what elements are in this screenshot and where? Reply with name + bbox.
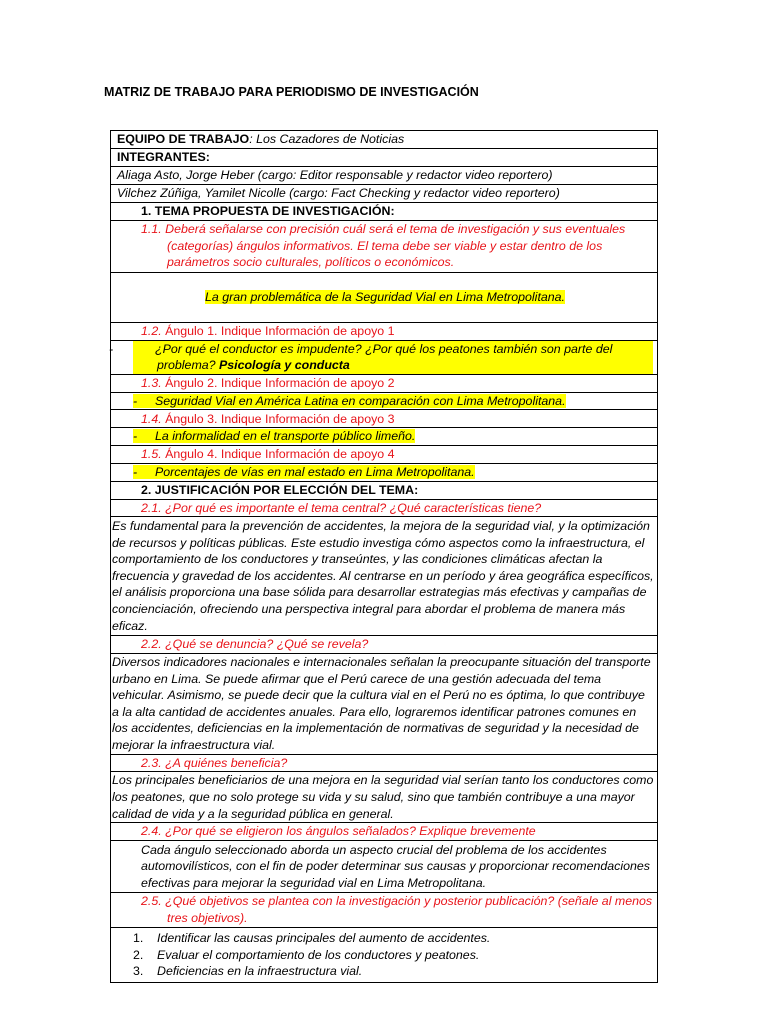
objective-3-text: Deficiencias en la infraestructura vial. — [157, 964, 363, 979]
bullet-dash: - — [133, 429, 138, 444]
question-1-1-row — [111, 220, 658, 272]
angle-bullet-row — [111, 463, 658, 481]
objectives-list — [111, 930, 653, 980]
objectives-row — [111, 927, 658, 982]
angle-4-number: 1.5. — [141, 447, 162, 462]
question-2-2-row — [111, 636, 658, 654]
angle-3-label: Ángulo 3. Indique Información de apoyo 3 — [161, 411, 395, 426]
answer-2-4-row — [111, 840, 658, 892]
angle-bullet-row — [111, 340, 658, 374]
question-2-4-row — [111, 823, 658, 841]
angle-3-number: 1.4. — [141, 411, 162, 426]
angle-4-bullet-text: Porcentajes de vías en mal estado en Lima Metropolitana. — [155, 464, 475, 479]
bullet-dash: - — [133, 464, 138, 479]
angle-row — [111, 374, 658, 392]
question-2-5 — [141, 893, 653, 926]
objective-1-text: Identificar las causas principales del aumento de accidentes. — [157, 931, 491, 946]
work-matrix-table — [110, 130, 658, 983]
bullet-dash: - — [109, 341, 114, 356]
question-2-5-row — [111, 892, 658, 927]
question-1-1-number: 1.1. — [141, 222, 162, 237]
team-name: Los Cazadores de Noticias — [252, 132, 405, 147]
team-label: EQUIPO DE TRABAJO — [117, 132, 250, 147]
angle-row — [111, 410, 658, 428]
angle-4-bullet — [133, 465, 475, 479]
angle-row — [111, 445, 658, 463]
answer-2-2: Diversos indicadores nacionales e internacionales señalan la preocupante situación del transporte urbano en Lima. Se puede afirmar que el Perú carece de una gestión adecuada del tema vehicular. Asimismo, se puede decir que la cultura vial en el Perú no es óptima, lo que contribuye a la alta cantidad de accidentes anuales. Para ello, lograremos identificar patrones comunes en los accidentes, deficiencias en la implementación de normativas de seguridad y la necesidad de mejorar la infraestructura vial. — [111, 653, 658, 754]
bullet-dash: - — [133, 393, 138, 408]
research-topic: La gran problemática de la Seguridad Vial en Lima Metropolitana. — [204, 289, 565, 304]
question-2-4: 2.4. ¿Por qué se eligieron los ángulos señalados? Explique brevemente — [111, 823, 658, 841]
members-label-row — [111, 149, 658, 167]
team-row — [111, 131, 658, 149]
section-2-heading: 2. JUSTIFICACIÓN POR ELECCIÓN DEL TEMA: — [111, 481, 658, 499]
objective-item — [133, 963, 653, 980]
topic-row — [111, 272, 658, 322]
angle-1-number: 1.2. — [141, 323, 162, 338]
document-title: MATRIZ DE TRABAJO PARA PERIODISMO DE INVESTIGACIÓN — [104, 85, 479, 99]
angle-3-bullet — [133, 429, 415, 443]
objective-2-number: 2. — [133, 947, 144, 962]
question-2-1-row — [111, 499, 658, 517]
member-row — [111, 184, 658, 202]
objective-3-number: 3. — [133, 964, 144, 979]
question-1-1-text: Deberá señalarse con precisión cuál será el tema de investigación y sus eventuales (categorías) ángulos informativos. El tema debe ser viable y estar dentro de los parámetros socio culturales, políticos o económicos. — [165, 222, 626, 270]
angle-bullet-row — [111, 428, 658, 446]
angle-2-bullet-text: Seguridad Vial en América Latina en comparación con Lima Metropolitana. — [155, 393, 566, 408]
angle-1-bullet-text: ¿Por qué el conductor es impudente? ¿Por qué los peatones también son parte del problema? — [155, 341, 613, 373]
question-2-5-number: 2.5. — [141, 894, 162, 909]
question-2-5-text: ¿Qué objetivos se plantea con la investigación y posterior publicación? (señale al menos tres objetivos). — [165, 894, 653, 925]
question-2-2: 2.2. ¿Qué se denuncia? ¿Qué se revela? — [111, 636, 658, 654]
angle-bullet-row — [111, 392, 658, 410]
question-2-3-row — [111, 754, 658, 772]
angle-4-label: Ángulo 4. Indique Información de apoyo 4 — [161, 447, 395, 462]
objective-item — [133, 947, 653, 964]
angle-1-bullet-emphasis: Psicología y conducta — [219, 358, 350, 373]
member-2: Vilchez Zúñiga, Yamilet Nicolle (cargo: Fact Checking y redactor video reportero) — [111, 184, 658, 202]
angle-1-label: Ángulo 1. Indique Información de apoyo 1 — [161, 323, 395, 338]
objective-2-text: Evaluar el comportamiento de los conductores y peatones. — [157, 947, 480, 962]
section-1-heading: 1. TEMA PROPUESTA DE INVESTIGACIÓN: — [111, 202, 658, 220]
angle-row — [111, 322, 658, 340]
angle-2-label: Ángulo 2. Indique Información de apoyo 2 — [161, 375, 395, 390]
answer-2-4: Cada ángulo seleccionado aborda un aspecto crucial del problema de los accidentes automovilísticos, con el fin de poder determinar sus causas y proporcionar recomendaciones efectivas para mejorar la seguridad vial en Lima Metropolitana. — [111, 840, 658, 892]
angle-2-number: 1.3. — [141, 375, 162, 390]
member-1: Aliaga Asto, Jorge Heber (cargo: Editor responsable y redactor video reportero) — [111, 166, 658, 184]
answer-2-2-row — [111, 653, 658, 754]
team-label-colon: : — [249, 132, 253, 147]
question-2-3: 2.3. ¿A quiénes beneficia? — [111, 754, 658, 772]
objective-item — [133, 930, 653, 947]
angle-1-bullet — [109, 341, 653, 374]
answer-2-1: Es fundamental para la prevención de accidentes, la mejora de la seguridad vial, y la optimización de recursos y políticas públicas. Este estudio investiga cómo aspectos como la infraestructura, el comportamiento de los conductores y transeúntes, y las condiciones climáticas afectan la frecuencia y gravedad de los accidentes. Al centrarse en un período y área geográfica específicos, el análisis proporciona una base sólida para desarrollar estrategias más efectivas y campañas de concienciación, ofreciendo una perspectiva integral para abordar el problema de manera más eficaz. — [111, 517, 658, 636]
answer-2-3: Los principales beneficiarios de una mejora en la seguridad vial serían tanto los conductores como los peatones, que no solo protege su vida y su salud, sino que también contribuye a una mayor calidad de vida y a la seguridad pública en general. — [111, 772, 658, 823]
section-2-row — [111, 481, 658, 499]
section-1-row — [111, 202, 658, 220]
member-row — [111, 166, 658, 184]
members-label: INTEGRANTES: — [111, 149, 658, 167]
answer-2-1-row — [111, 517, 658, 636]
objective-1-number: 1. — [133, 931, 144, 946]
angle-3-bullet-text: La informalidad en el transporte público limeño. — [155, 429, 416, 444]
angle-2-bullet — [133, 394, 566, 408]
answer-2-3-row — [111, 772, 658, 823]
question-1-1 — [141, 221, 653, 271]
question-2-1: 2.1. ¿Por qué es importante el tema central? ¿Qué características tiene? — [111, 499, 658, 517]
